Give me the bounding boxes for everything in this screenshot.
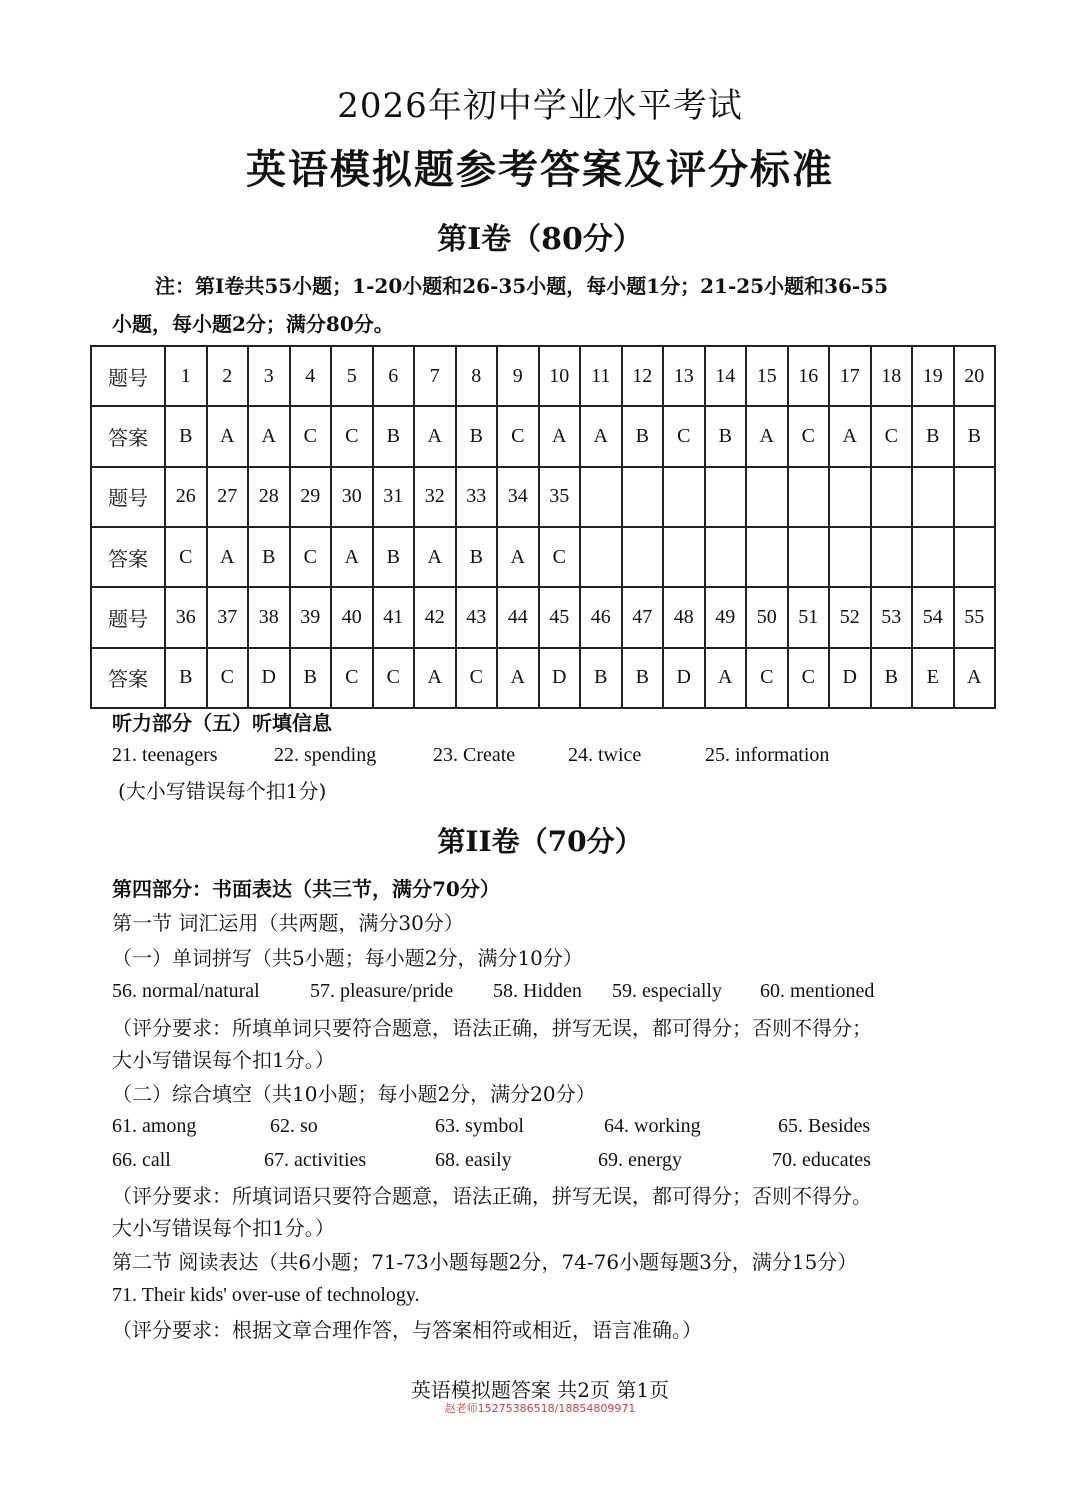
table-cell: [788, 527, 830, 587]
table-cell: 28: [248, 467, 290, 527]
table-cell: 38: [248, 587, 290, 647]
table-cell: A: [580, 406, 622, 466]
table-cell: 52: [829, 587, 871, 647]
table-cell: B: [165, 648, 207, 708]
table-cell: C: [373, 648, 415, 708]
table-cell: 26: [165, 467, 207, 527]
exam-title: 2026年初中学业水平考试: [337, 86, 743, 126]
table-cell: B: [871, 648, 913, 708]
listening-answer-21: 21. teenagers: [112, 744, 218, 766]
table-cell: B: [456, 527, 498, 587]
table-cell: A: [539, 406, 581, 466]
answer-62: 62. so: [270, 1115, 318, 1137]
table-cell: 4: [290, 346, 332, 406]
table-cell: C: [456, 648, 498, 708]
table-cell: [705, 527, 747, 587]
sub1-title: （一）单词拼写（共5小题；每小题2分，满分10分）: [112, 946, 583, 970]
note-line-2: 小题，每小题2分；满分80分。: [112, 312, 394, 336]
note-line-1: 注：第I卷共55小题；1-20小题和26-35小题，每小题1分；21-25小题和36-55: [155, 274, 889, 298]
table-cell: A: [497, 648, 539, 708]
table-cell: [663, 527, 705, 587]
table-cell: 33: [456, 467, 498, 527]
section1-title: 第一节 词汇运用（共两题，满分30分）: [112, 911, 464, 935]
table-cell: 16: [788, 346, 830, 406]
table-cell: B: [580, 648, 622, 708]
answer-64: 64. working: [604, 1115, 701, 1137]
listening-answer-23: 23. Create: [433, 744, 516, 766]
table-cell: A: [829, 406, 871, 466]
table-cell: 3: [248, 346, 290, 406]
table-cell: C: [290, 406, 332, 466]
table-cell: 45: [539, 587, 581, 647]
table-cell: [580, 467, 622, 527]
answer-66: 66. call: [112, 1149, 171, 1171]
table-cell: 6: [373, 346, 415, 406]
table-cell: 48: [663, 587, 705, 647]
table-cell: [912, 527, 954, 587]
listening-title: 听力部分（五）听填信息: [112, 711, 332, 735]
table-cell: 51: [788, 587, 830, 647]
table-cell: [954, 527, 996, 587]
table-cell: B: [290, 648, 332, 708]
table-cell: 49: [705, 587, 747, 647]
table-cell: 34: [497, 467, 539, 527]
table-cell: 15: [746, 346, 788, 406]
table-cell: 35: [539, 467, 581, 527]
table-cell: A: [414, 527, 456, 587]
sub2-title: （二）综合填空（共10小题；每小题2分，满分20分）: [112, 1082, 596, 1106]
table-cell: [663, 467, 705, 527]
page-footer: 英语模拟题答案 共2页 第1页: [410, 1378, 670, 1402]
table-cell: 13: [663, 346, 705, 406]
table-cell: D: [829, 648, 871, 708]
answer-65: 65. Besides: [778, 1115, 871, 1137]
table-cell: A: [331, 527, 373, 587]
table-cell: 19: [912, 346, 954, 406]
table-cell: 55: [954, 587, 996, 647]
row-label: 题号: [91, 587, 165, 647]
table-cell: 20: [954, 346, 996, 406]
table-cell: 43: [456, 587, 498, 647]
table-cell: 30: [331, 467, 373, 527]
table-cell: 14: [705, 346, 747, 406]
row-label: 题号: [91, 346, 165, 406]
table-cell: B: [622, 648, 664, 708]
table-cell: 8: [456, 346, 498, 406]
answer-63: 63. symbol: [435, 1115, 524, 1137]
table-cell: [705, 467, 747, 527]
table-cell: C: [331, 406, 373, 466]
table-cell: 44: [497, 587, 539, 647]
table-cell: 12: [622, 346, 664, 406]
table-cell: A: [414, 648, 456, 708]
table-cell: A: [954, 648, 996, 708]
table-row: [91, 346, 995, 406]
listening-answer-22: 22. spending: [274, 744, 377, 766]
table-cell: 42: [414, 587, 456, 647]
table-cell: 9: [497, 346, 539, 406]
table-cell: C: [539, 527, 581, 587]
answer-56: 56. normal/natural: [112, 980, 260, 1002]
table-cell: B: [912, 406, 954, 466]
answer-61: 61. among: [112, 1115, 197, 1137]
table-cell: 40: [331, 587, 373, 647]
table-cell: [871, 527, 913, 587]
table-cell: C: [165, 527, 207, 587]
sub1-requirement-2: 大小写错误每个扣1分。）: [112, 1048, 335, 1072]
table-row: [91, 406, 995, 466]
table-row: [91, 648, 995, 708]
row-label: 答案: [91, 648, 165, 708]
row-label: 题号: [91, 467, 165, 527]
volume1-title: 第I卷（80分）: [437, 222, 643, 257]
table-cell: 50: [746, 587, 788, 647]
row-label: 答案: [91, 527, 165, 587]
table-cell: B: [373, 527, 415, 587]
table-cell: 2: [207, 346, 249, 406]
table-cell: E: [912, 648, 954, 708]
table-cell: B: [456, 406, 498, 466]
table-cell: 36: [165, 587, 207, 647]
row-label: 答案: [91, 406, 165, 466]
table-cell: A: [497, 527, 539, 587]
table-cell: 47: [622, 587, 664, 647]
table-cell: 5: [331, 346, 373, 406]
table-cell: 1: [165, 346, 207, 406]
table-row: [91, 587, 995, 647]
listening-note: (大小写错误每个扣1分): [118, 779, 327, 803]
table-cell: C: [207, 648, 249, 708]
table-cell: B: [248, 527, 290, 587]
table-cell: 53: [871, 587, 913, 647]
table-cell: C: [788, 406, 830, 466]
table-cell: 37: [207, 587, 249, 647]
table-cell: C: [497, 406, 539, 466]
table-cell: C: [871, 406, 913, 466]
table-cell: 54: [912, 587, 954, 647]
table-cell: A: [414, 406, 456, 466]
sub1-requirement-1: （评分要求：所填单词只要符合题意，语法正确，拼写无误，都可得分；否则不得分；: [112, 1016, 872, 1040]
section2-title: 第二节 阅读表达（共6小题；71-73小题每题2分，74-76小题每题3分，满分15分）: [112, 1250, 858, 1274]
table-cell: A: [705, 648, 747, 708]
answer-68: 68. easily: [435, 1149, 512, 1171]
answer-59: 59. especially: [612, 980, 722, 1002]
answer-58: 58. Hidden: [493, 980, 582, 1002]
table-cell: C: [788, 648, 830, 708]
table-cell: D: [248, 648, 290, 708]
table-cell: 32: [414, 467, 456, 527]
table-cell: A: [248, 406, 290, 466]
table-cell: [912, 467, 954, 527]
table-cell: C: [663, 406, 705, 466]
table-cell: C: [331, 648, 373, 708]
table-cell: [871, 467, 913, 527]
table-cell: [829, 467, 871, 527]
part4-title: 第四部分：书面表达（共三节，满分70分）: [112, 877, 500, 901]
table-cell: B: [705, 406, 747, 466]
table-cell: [622, 467, 664, 527]
answer-69: 69. energy: [598, 1149, 683, 1171]
document-title: 英语模拟题参考答案及评分标准: [246, 146, 834, 193]
table-cell: 27: [207, 467, 249, 527]
answer-table: [90, 345, 996, 709]
table-cell: 7: [414, 346, 456, 406]
table-cell: D: [539, 648, 581, 708]
table-cell: 17: [829, 346, 871, 406]
table-cell: 11: [580, 346, 622, 406]
table-cell: C: [290, 527, 332, 587]
table-cell: 18: [871, 346, 913, 406]
contact-watermark: 赵老师15275386518/18854809971: [444, 1402, 636, 1415]
volume2-title: 第II卷（70分）: [437, 825, 643, 858]
table-cell: D: [663, 648, 705, 708]
table-cell: [580, 527, 622, 587]
table-cell: C: [746, 648, 788, 708]
listening-answer-24: 24. twice: [568, 744, 642, 766]
table-cell: 46: [580, 587, 622, 647]
table-cell: B: [165, 406, 207, 466]
answer-67: 67. activities: [264, 1149, 367, 1171]
table-cell: [746, 527, 788, 587]
table-cell: [829, 527, 871, 587]
table-cell: 10: [539, 346, 581, 406]
table-cell: B: [373, 406, 415, 466]
table-cell: [746, 467, 788, 527]
table-cell: B: [622, 406, 664, 466]
sub2-requirement-2: 大小写错误每个扣1分。）: [112, 1216, 335, 1240]
table-row: [91, 467, 995, 527]
table-cell: A: [207, 406, 249, 466]
table-cell: 39: [290, 587, 332, 647]
table-cell: [954, 467, 996, 527]
table-row: [91, 527, 995, 587]
table-cell: 41: [373, 587, 415, 647]
listening-answer-25: 25. information: [705, 744, 830, 766]
table-cell: A: [207, 527, 249, 587]
table-cell: 31: [373, 467, 415, 527]
table-cell: [622, 527, 664, 587]
table-cell: [788, 467, 830, 527]
answer-70: 70. educates: [772, 1149, 871, 1171]
table-cell: B: [954, 406, 996, 466]
table-cell: A: [746, 406, 788, 466]
answer-60: 60. mentioned: [760, 980, 875, 1002]
answer-71: 71. Their kids' over-use of technology.: [112, 1284, 420, 1306]
q71-requirement: （评分要求：根据文章合理作答，与答案相符或相近，语言准确。）: [112, 1318, 702, 1342]
table-cell: 29: [290, 467, 332, 527]
sub2-requirement-1: （评分要求：所填词语只要符合题意，语法正确，拼写无误，都可得分；否则不得分。: [112, 1184, 872, 1208]
answer-57: 57. pleasure/pride: [310, 980, 454, 1002]
